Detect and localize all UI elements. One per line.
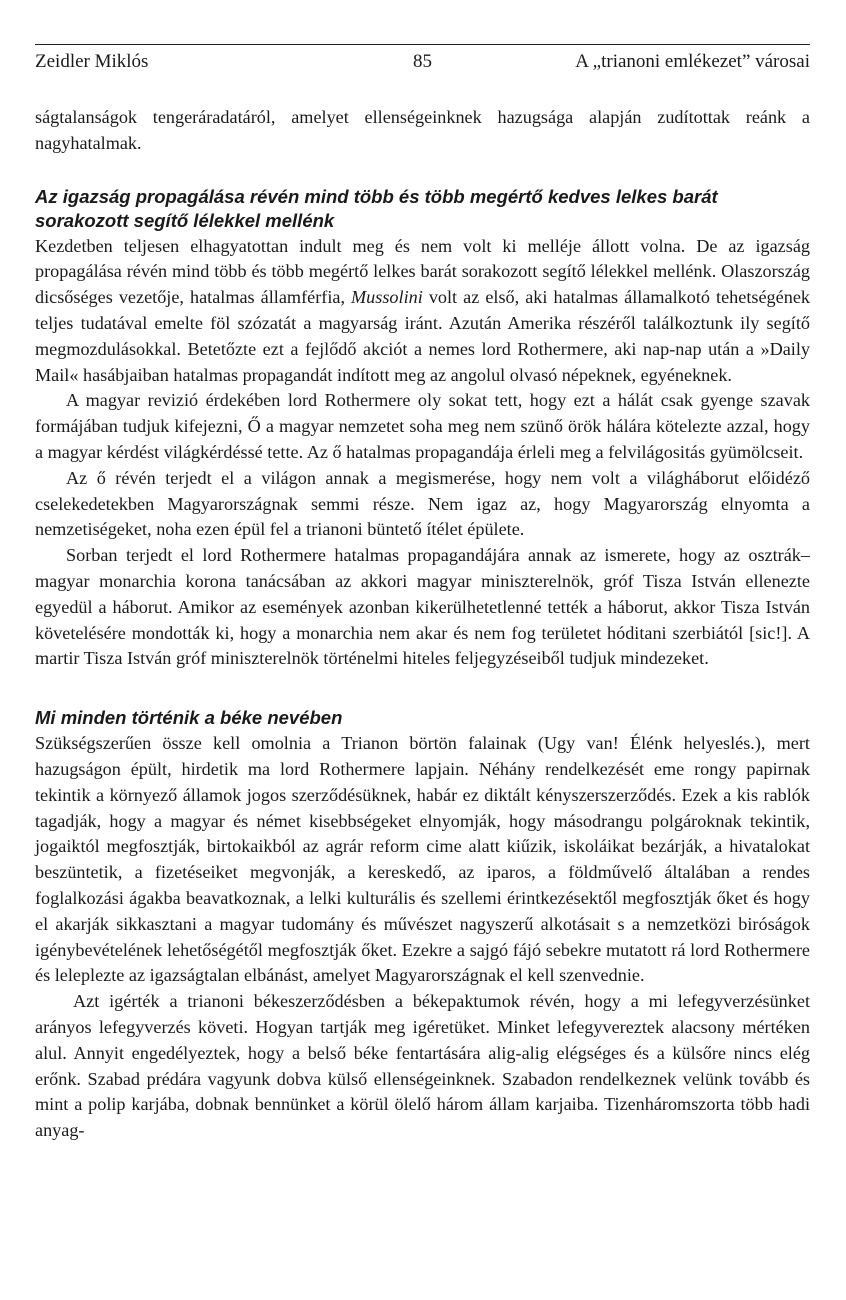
page-number: 85 xyxy=(413,51,432,72)
paragraph-1-part-a: Kezdetben teljesen elhagyatottan indult meg és nem volt ki melléje állott volna. De az igazság propagálása révén mind több és több megértő lelkes barát sorakozott segítő lélekkel mellénk. Olaszország dicsőséges vezetője, hatalmas államférfia, xyxy=(35,235,810,308)
paragraph-1-emphasis: Mussolini xyxy=(351,287,423,308)
page-body xyxy=(35,105,810,1144)
header-author: Zeidler Miklós xyxy=(35,51,149,72)
section-heading-1: Az igazság propagálása révén mind több és több megértő kedves lelkes barát sorakozott segítő lélekkel mellénk xyxy=(35,185,718,231)
paragraph-2: A magyar revizió érdekében lord Rothermere oly sokat tett, hogy ezt a hálát csak gyenge szavak formájában tudjuk kifejezni, Ő a magyar nemzetet soha meg nem szünő örök hálára kötelezte azzal, hogy a magyar kérdést világkérdéssé tette. Az ő hatalmas propagandája érleli meg a felvilágositás gyümölcseit. xyxy=(35,390,810,462)
paragraph-1 xyxy=(35,234,810,389)
paragraph-3: Az ő révén terjedt el a világon annak a megismerése, hogy nem volt a világháborut előidéző cselekedetekben Magyarországnak semmi része. Nem igaz az, hogy Magyarország elnyomta a nemzetiségeket, noha ezen épül fel a trianoni büntető ítélet épülete. xyxy=(35,467,810,540)
paragraph-5: Szükségszerűen össze kell omolnia a Trianon börtön falainak (Ugy van! Élénk helyeslés.), mert hazugságon épült, hirdetik ma lord Rothermere lapjain. Néhány rendelkezését eme rongy papirnak tekintik a környező államok jogos szerződésüknek, habár ez diktált kényszerszerződés. Ezek a kis rablók tagadják, hogy a magyar és német kisebbségeket elnyomják, hogy másodrangu polgároknak tekintik, jogaiktól megfosztják, birtokaikból az agrár reform cime alatt kiűzik, iskoláikat bezárják, a hivatalokat beszüntetik, a fizetéseiket megvonják, a kereskedő, az iparos, a földművelő általában a rendes foglalkozási ágakba beavatkoznak, a lelki kulturális és szellemi érintkezésektől megfosztják őket és hogy el akarják sikkasztani a magyar tudomány és művészet nagyszerű alkotásait s a nemzetközi biróságok igénybevételének lehetőségétől megfosztják őket. Ezekre a sajgó fájó sebekre mutatott rá lord Rothermere és leleplezte az igazságtalan elbánást, amelyet Magyarországnak el kell szenvednie. xyxy=(35,733,810,986)
paragraph-6: Azt igérték a trianoni békeszerződésben a békepaktumok révén, hogy a mi lefegyverzésünket arányos lefegyverzés követi. Hogyan tartják meg igéretüket. Minket lefegyvereztek alacsony mértéken alul. Annyit engedélyeztek, hogy a belső béke fentartására alig-alig elégséges és a külsőre nincs elég erőnk. Szabad prédára vagyunk dobva külső ellenségeinknek. Szabadon rendelkeznek velünk tovább és mint a polip karjába, dobnak bennünket a körül ölelő három állam karjaiba. Tizenháromszorta több hadi anyag- xyxy=(35,991,810,1141)
running-header xyxy=(35,44,810,72)
paragraph-4: Sorban terjedt el lord Rothermere hatalmas propagandájára annak az ismerete, hogy az osztrák–magyar monarchia korona tanácsában az akkori magyar miniszterelnök, gróf Tisza István ellenezte egyedül a háborut. Amikor az események azonban kikerülhetetlenné tették a háborut, akkor Tisza István követelésére mondották ki, hogy a monarchia nem akar és nem fog területet hóditani szerbiától [sic!]. A martir Tisza István gróf miniszterelnök történelmi hiteles feljegyzéseiből tudjuk mindezeket. xyxy=(35,545,810,669)
section-heading-2: Mi minden történik a béke nevében xyxy=(35,707,343,729)
paragraph-1-part-b: volt az első, aki hatalmas államalkotó tehetségének teljes tudatával emelte föl szózatát a magyarság iránt. Azután Amerika részéről találkoztunk ily segítő megmozdulásokkal. Betetőzte ezt a fejlődő akciót a nemes lord Rothermere, aki nap-nap után a »Daily Mail« hasábjaiban hatalmas propagandát indított meg az angolul olvasó népeknek, egyéneknek. xyxy=(35,287,810,385)
intro-paragraph: ságtalanságok tengeráradatáról, amelyet ellenségeinknek hazugsága alapján zudítottak reánk a nagyhatalmak. xyxy=(35,107,810,153)
header-title: A „trianoni emlékezet” városai xyxy=(575,51,810,72)
